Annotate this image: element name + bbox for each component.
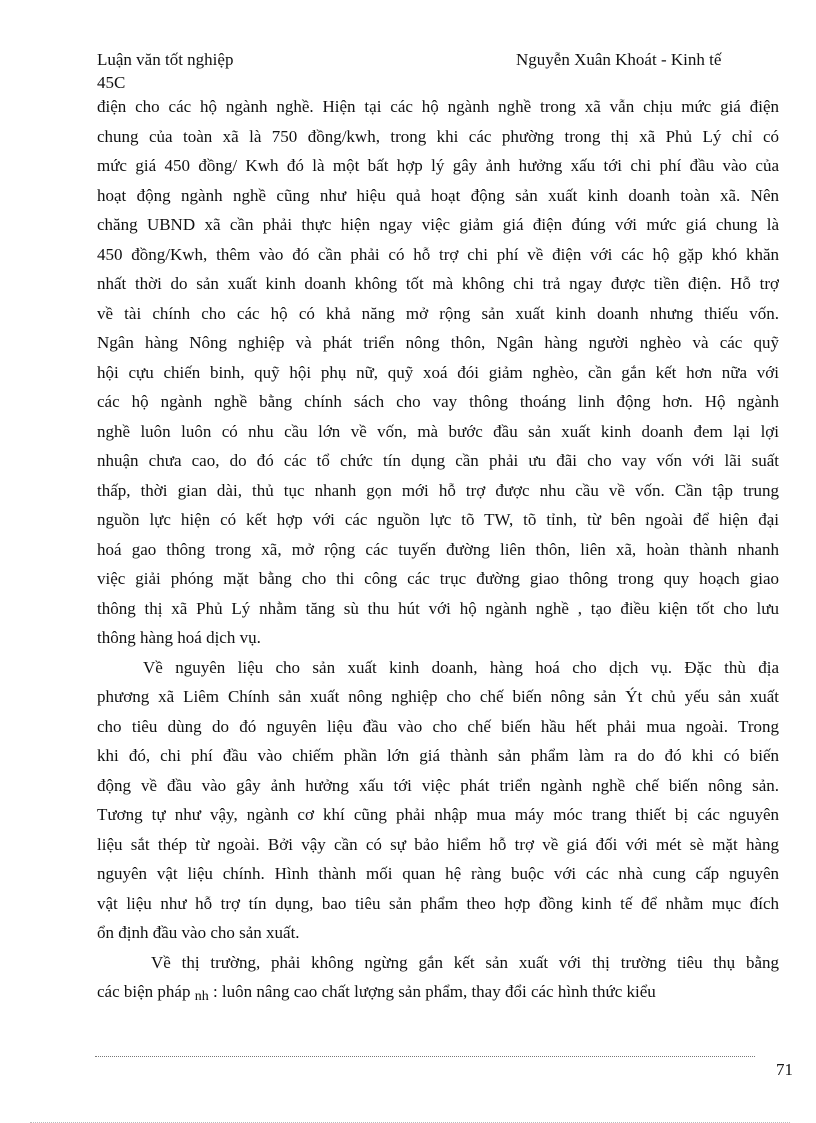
paragraph-2 — [97, 653, 779, 948]
paragraph-line: chung của toàn xã là 750 đồng/kwh, trong khi các phường trong thị xã Phủ Lý chỉ có — [97, 126, 779, 146]
paragraph-3-line — [97, 977, 779, 1007]
page-number: 71 — [776, 1060, 793, 1079]
paragraph-line: thấp, thời gian dài, thủ tục nhanh gọn mới hỗ trợ được nhu cầu về vốn. Cần tập trung — [97, 480, 779, 500]
paragraph-line: thông hàng hoá dịch vụ. — [97, 628, 261, 647]
paragraph-line: mức giá 450 đồng/ Kwh đó là một bất hợp lý gây ảnh hưởng xấu tới chi phí đầu vào của — [97, 156, 779, 175]
paragraph-line: vật liệu như hỗ trợ tín dụng, bao tiêu sản phẩm theo hợp đồng kinh tế để nhằm mục đích — [97, 893, 779, 913]
footer-divider — [95, 1056, 755, 1057]
paragraph-line: nguồn lực hiện có kết hợp với các nguồn lực tõ TW, tõ tỉnh, từ bên ngoài để hiện đại — [97, 510, 779, 529]
paragraph-line: Ngân hàng Nông nghiệp và phát triển nông thôn, Ngân hàng người nghèo và các quỹ — [97, 333, 779, 352]
paragraph-line: nguyên vật liệu chính. Hình thành mối quan hệ ràng buộc với các nhà cung cấp nguyên — [97, 864, 779, 883]
paragraph-line: liệu sắt thép từ ngoài. Bởi vậy cần có sự bảo hiểm hỗ trợ về giá đối với mét sè mặt hàng — [97, 834, 779, 854]
paragraph-line: ổn định đầu vào cho sản xuất. — [97, 923, 300, 942]
paragraph-line: phương xã Liêm Chính sản xuất nông nghiệp cho chế biến nông sản Ýt chủ yếu sản xuất — [97, 687, 779, 706]
paragraph-line: các hộ ngành nghề bằng chính sách cho vay thông thoáng linh động hơn. Hộ ngành — [97, 392, 779, 411]
paragraph-line: nghề luôn luôn có nhu cầu lớn về vốn, mà bước đầu sản xuất kinh doanh đem lại lợi — [97, 421, 779, 441]
header-title-left: Luận văn tốt nghiệp — [97, 50, 234, 69]
paragraph-line: hội cựu chiến binh, quỹ hội phụ nữ, quỹ xoá đói giảm nghèo, cần gắn kết hơn nữa với — [97, 362, 779, 382]
paragraph-line: động về đầu vào gây ảnh hưởng xấu tới việc phát triển ngành nghề chế biến nông sản. — [97, 775, 779, 795]
paragraph-line: thông thị xã Phủ Lý nhằm tăng sù thu hút với hộ ngành nghề , tạo điều kiện tốt cho lưu — [97, 598, 779, 618]
paragraph-line: chăng UBND xã cần phải thực hiện ngay việc giảm giá điện đúng với mức giá chung là — [97, 215, 779, 234]
paragraph-line: hoá gao thông trong xã, mở rộng các tuyến đường liên thôn, liên xã, hoàn thành nhanh — [97, 539, 779, 559]
paragraph-3-line: Về thị trường, phải không ngừng gắn kết sản xuất với thị trường tiêu thụ bằng — [151, 952, 779, 972]
paragraph-line: nhuận chưa cao, do đó các tổ chức tín dụng cần phải ưu đãi cho vay vốn với lãi suất — [97, 451, 779, 470]
paragraph-1 — [97, 92, 779, 653]
paragraph-3 — [97, 948, 779, 1007]
paragraph-line: về tài chính cho các hộ có khả năng mở rộng sản xuất kinh doanh nhưng thiếu vốn. — [97, 303, 779, 323]
paragraph-line: khi đó, chi phí đầu vào chiếm phần lớn giá thành sản phẩm làm ra do đó khi có biến — [97, 746, 779, 765]
paragraph-line: nhất thời do sản xuất kinh doanh không tốt mà không chi trả ngay được tiền điện. Hỗ trợ — [97, 274, 779, 293]
text-segment: các biện pháp — [97, 982, 191, 1001]
text-segment: : luôn nâng cao chất lượng sản phẩm, thay đổi các hình thức kiểu — [212, 982, 656, 1001]
paragraph-line: cho tiêu dùng do đó nguyên liệu đầu vào cho chế biến hầu hết phải mua ngoài. Trong — [97, 716, 779, 736]
text-segment-small: nh — [194, 989, 209, 1004]
paragraph-line: việc giải phóng mặt bằng cho thi công các trục đường giao thông trong quy hoạch giao — [97, 569, 779, 588]
paragraph-line: hoạt động ngành nghề cũng như hiệu quả hoạt động sản xuất kinh doanh toàn xã. Nên — [97, 185, 779, 205]
paragraph-line: 450 đồng/Kwh, thêm vào đó cần phải có hỗ trợ chi phí về điện với các hộ gặp khó khăn — [97, 244, 779, 264]
document-body — [97, 92, 779, 1007]
paragraph-line: Về nguyên liệu cho sản xuất kinh doanh, hàng hoá cho dịch vụ. Đặc thù địa — [143, 657, 779, 677]
header-author: Nguyễn Xuân Khoát - Kinh tế — [516, 50, 722, 69]
paragraph-line: Tương tự như vậy, ngành cơ khí cũng phải nhập mua máy móc trang thiết bị các nguyên — [97, 805, 779, 824]
paragraph-line: điện cho các hộ ngành nghề. Hiện tại các hộ ngành nghề trong xã vẫn chịu mức giá điện — [97, 97, 779, 116]
header-class: 45C — [97, 73, 126, 92]
